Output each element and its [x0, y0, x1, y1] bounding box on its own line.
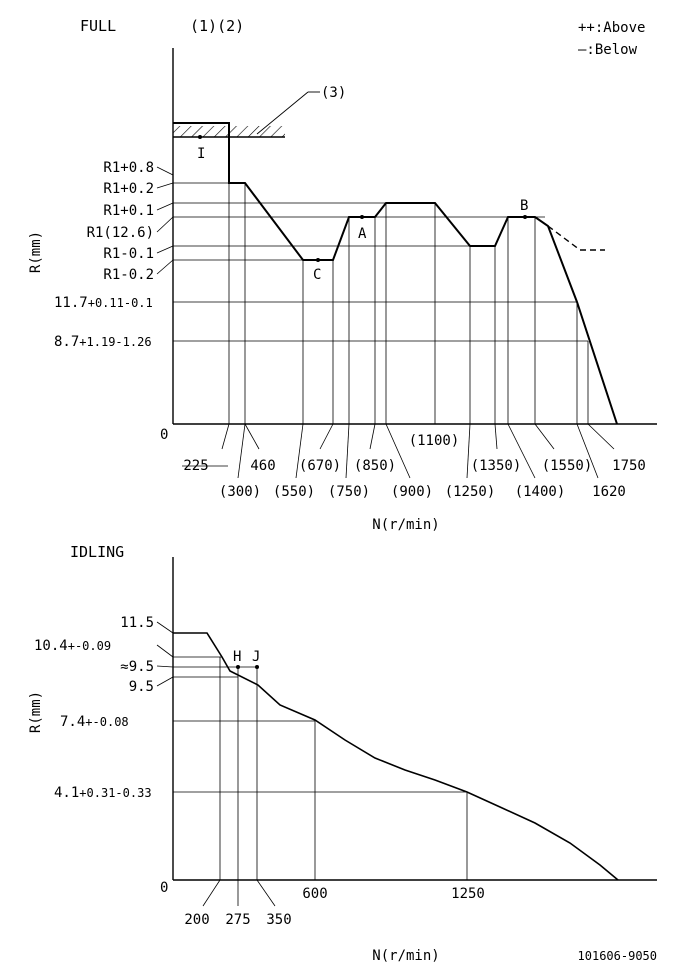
ytick-87-tol: +1.19-1.26 — [79, 335, 152, 349]
ytick-74-main: 7.4 — [60, 714, 86, 730]
ytick-r1-p02: R1+0.2 — [103, 181, 154, 197]
ytick-r1: R1(12.6) — [86, 225, 154, 241]
ytick-87 — [54, 334, 152, 350]
xtick-275: 275 — [225, 912, 251, 928]
point-b-label: B — [520, 198, 529, 214]
legend-below: —:Below — [578, 42, 638, 58]
xtick-1750: 1750 — [612, 458, 646, 474]
xtick-1250: (1250) — [444, 484, 496, 500]
ytick-104-tol: +-0.09 — [67, 639, 112, 653]
xtick-300: (300) — [218, 484, 262, 500]
idling-y-leaders — [157, 622, 173, 686]
idling-x-leaders — [203, 880, 275, 906]
idling-ylabel: R(mm) — [28, 690, 44, 734]
ytick-95: 9.5 — [128, 679, 154, 695]
ytick-approx95: ≈9.5 — [120, 659, 154, 675]
point-h-label: H — [233, 649, 242, 665]
full-x-tick-labels — [183, 433, 646, 500]
ytick-zero-idling: 0 — [160, 880, 169, 896]
ytick-87-main: 8.7 — [54, 334, 80, 350]
ytick-117 — [54, 295, 153, 311]
xtick-1620: 1620 — [592, 484, 626, 500]
idling-x-tick-labels — [184, 886, 485, 928]
point-i-dot — [198, 135, 202, 139]
idling-chart — [28, 543, 657, 964]
full-title: FULL — [80, 17, 117, 35]
idling-xlabel: N(r/min) — [372, 948, 440, 964]
xtick-1100: (1100) — [408, 433, 460, 449]
full-y-leaders — [157, 167, 173, 274]
full-y-tick-labels — [87, 160, 154, 283]
xtick-460: 460 — [250, 458, 276, 474]
callout-3: (3) — [321, 85, 347, 101]
xtick-850: (850) — [353, 458, 397, 474]
xtick-1550: (1550) — [541, 458, 593, 474]
legend-above: ++:Above — [578, 20, 646, 36]
ytick-104-main: 10.4 — [34, 638, 68, 654]
ytick-104 — [34, 638, 111, 654]
xtick-1400: (1400) — [514, 484, 566, 500]
ytick-41-tol: +0.31-0.33 — [79, 786, 152, 800]
drawing-number: 101606-9050 — [577, 949, 657, 963]
xtick-670: (670) — [298, 458, 342, 474]
point-j-label: J — [252, 649, 261, 665]
full-curve — [173, 123, 617, 424]
full-markers-top: (1)(2) — [190, 17, 245, 35]
idling-horizontal-reference-lines — [173, 657, 467, 792]
full-xlabel: N(r/min) — [372, 517, 440, 533]
idling-vertical-reference-lines — [220, 657, 467, 880]
xtick-750: (750) — [327, 484, 371, 500]
ytick-41 — [54, 785, 152, 801]
ytick-zero-full: 0 — [160, 427, 169, 443]
xtick-200: 200 — [184, 912, 210, 928]
point-c-label: C — [313, 267, 322, 283]
xtick-350: 350 — [266, 912, 292, 928]
point-h-dot — [236, 665, 240, 669]
ytick-r1-p01: R1+0.1 — [103, 203, 154, 219]
point-a-dot — [360, 215, 364, 219]
idling-title: IDLING — [70, 543, 125, 561]
xtick-550: (550) — [272, 484, 316, 500]
xtick-600: 600 — [302, 886, 328, 902]
ytick-115: 11.5 — [120, 615, 154, 631]
point-b-dot — [523, 215, 527, 219]
xtick-1350: (1350) — [470, 458, 522, 474]
ytick-r1-p08: R1+0.8 — [103, 160, 154, 176]
full-vertical-reference-lines — [229, 137, 588, 424]
point-j-dot — [255, 665, 259, 669]
point-i-label: I — [197, 146, 206, 162]
xtick-900: (900) — [390, 484, 434, 500]
ytick-r1-m02: R1-0.2 — [103, 267, 154, 283]
full-ylabel: R(mm) — [28, 230, 44, 274]
ytick-117-main: 11.7 — [54, 295, 88, 311]
ytick-41-main: 4.1 — [54, 785, 80, 801]
ytick-r1-m01: R1-0.1 — [103, 246, 154, 262]
ytick-117-tol: +0.11-0.1 — [87, 296, 153, 310]
xtick-1250-idling: 1250 — [451, 886, 485, 902]
ytick-74-tol: +-0.08 — [85, 715, 129, 729]
ytick-74 — [60, 714, 129, 730]
xtick-225: 225 — [183, 458, 209, 474]
point-a-label: A — [358, 226, 367, 242]
full-chart — [28, 17, 657, 533]
point-c-dot — [316, 258, 320, 262]
idling-curve — [173, 633, 618, 880]
